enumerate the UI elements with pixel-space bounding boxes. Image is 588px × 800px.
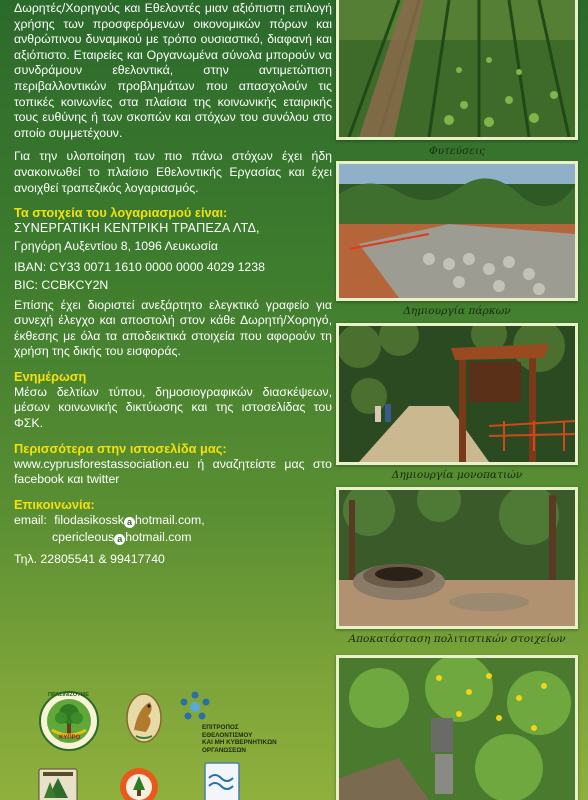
amphora-logo — [118, 766, 160, 800]
email-2-domain: hotmail.com — [125, 530, 192, 545]
caption-cultural: Αποκατάσταση πολιτιστικών στοιχείων — [348, 633, 566, 645]
text-column — [14, 0, 332, 800]
star-emblem-icon — [178, 690, 212, 724]
audit-paragraph: Επίσης έχει διοριστεί ανεξάρτητο ελεγκτικό γραφείο για συνεχή έλεγχο και αποστολή στον κάθε Δωρητή/Χορηγό, έκθεσης με όλα τα αποδεικτικά στοιχεία που αφορούν τη χρήση της δικής του εισφοράς. — [14, 297, 332, 359]
intro-paragraph-1: Δωρητές/Χορηγούς και Εθελοντές μιαν αξιόπιστη επιλογή χρήσης των προσφερόμενων οικονομικών πόρων και ανθρώπινου δυναμικού με τρόπο ουσιαστικό, διαφανή και αξιόπιστο. Εταιρείες και Οργανωμένα σύνολα μπορούν να συνδράμουν εθελοντικά, στην αντιμετώπιση περιβαλλοντικών προβλημάτων που απασχολούν τις τοπικές κοινωνίες στα πλαίσια της κοινωνικής εταιρικής τους ευθύνης ή των σκοπών και στόχων του συνόλου στο οποίο συμμετέχουν. — [14, 1, 332, 140]
photo-parks — [336, 161, 578, 301]
caption-parks: Δημιουργία πάρκων — [403, 305, 511, 317]
bird-logo — [124, 690, 164, 746]
at-icon: a — [114, 534, 125, 545]
forest-department-logo — [38, 768, 78, 800]
photo-bushes — [336, 655, 578, 800]
photo-trails — [336, 323, 578, 465]
commissioner-line-4: ΟΡΓΑΝΩΣΕΩΝ — [202, 746, 246, 754]
logo-area — [14, 682, 334, 800]
info-text: Μέσω δελτίων τύπου, δημοσιογραφικών διασκέψεων, μέσων κοινωνικής δικτύωσης και της ιστοσελίδας του ΦΣΚ. — [14, 384, 332, 431]
plant-label: ΠΡΑΣΙΝΙΖΟΥΜΕ — [48, 692, 89, 698]
caption-planting: Φυτεύσεις — [428, 145, 486, 157]
intro-paragraph-2: Για την υλοποίηση των πιο πάνω στόχων έχει ήδη ανακοινωθεί το πλαίσιο Εθελοντικής Εργασίας και έχει ανοιχθεί τραπεζικός λογαριασμός. — [14, 149, 332, 195]
email-label: email: — [14, 512, 47, 527]
email-line-2[interactable] — [14, 530, 332, 546]
more-heading: Περισσότερα στην ιστοσελίδα μας: — [14, 440, 227, 456]
phone-line: Τηλ. 22805541 & 99417740 — [14, 552, 165, 567]
email-1-user: filodasikossk — [54, 512, 124, 527]
trail-image — [339, 326, 575, 462]
forest-badge-icon — [38, 768, 78, 800]
commissioner-line-3: ΚΑΙ ΜΗ ΚΥΒΕΡΝΗΤΙΚΩΝ — [202, 739, 277, 746]
email-2-user: cpericleous — [52, 530, 115, 545]
website-text[interactable]: www.cyprusforestassociation.eu ή αναζητείστε μας στο facebook και twitter — [14, 456, 332, 487]
commissioner-line-2: ΕΘΕΛΟΝΤΙΣΜΟΥ — [202, 731, 253, 739]
plant-sub: ΚΥΠΡΟ — [59, 735, 81, 741]
park-image — [339, 164, 575, 298]
seedlings-image — [339, 0, 575, 137]
photo-column — [336, 0, 584, 800]
bank-iban: IBAN: CY33 0071 1610 0000 0000 4029 1238 — [14, 260, 265, 275]
photo-cultural — [336, 487, 578, 629]
waves-badge-icon — [204, 762, 240, 800]
contact-heading: Επικοινωνία: — [14, 496, 95, 512]
at-icon: a — [124, 517, 135, 528]
prasinizoume-logo — [38, 690, 100, 752]
email-1-domain: hotmail.com, — [134, 512, 205, 527]
waves-logo — [204, 762, 240, 800]
photo-planting — [336, 0, 578, 140]
commissioner-line-1: ΕΠΙΤΡΟΠΟΣ — [202, 724, 239, 731]
bank-bic: BIC: CCBKCY2N — [14, 277, 109, 292]
email-line-1[interactable] — [14, 513, 332, 529]
flowering-shrubs-image — [339, 658, 575, 800]
amphora-emblem-icon — [118, 766, 160, 800]
info-heading: Ενημέρωση — [14, 368, 87, 384]
bank-address: Γρηγόρη Αυξεντίου 8, 1096 Λευκωσία — [14, 238, 219, 253]
bird-emblem-icon — [124, 690, 164, 746]
commissioner-logo — [178, 690, 288, 760]
bank-name: ΣΥΝΕΡΓΑΤΙΚΗ ΚΕΝΤΡΙΚΗ ΤΡΑΠΕΖΑ ΛΤΔ, — [14, 221, 260, 236]
stone-well-image — [339, 490, 575, 626]
bank-heading: Τα στοιχεία του λογαριασμού είναι: — [14, 205, 228, 221]
caption-trails: Δημιουργία μονοπατιών — [391, 469, 523, 481]
